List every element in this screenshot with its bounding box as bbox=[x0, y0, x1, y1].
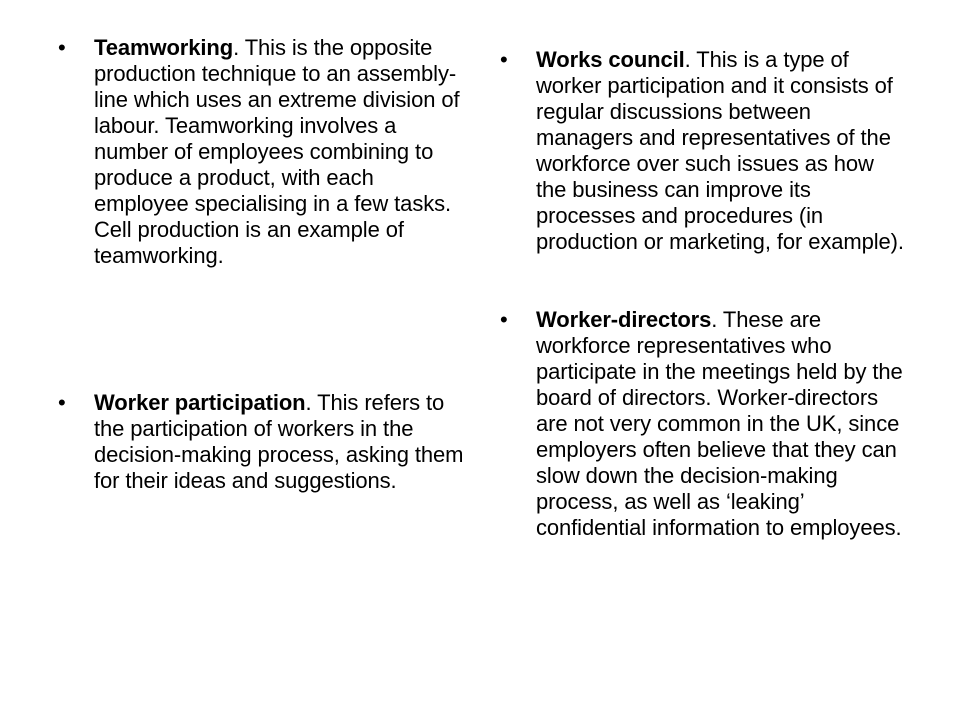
bullet-text bbox=[536, 307, 910, 541]
bullet-icon: • bbox=[500, 47, 508, 72]
bullet-item-worker-participation bbox=[58, 390, 468, 494]
bullet-term: Worker participation bbox=[94, 390, 306, 415]
bullet-term: Worker-directors bbox=[536, 307, 712, 332]
bullet-icon: • bbox=[58, 35, 66, 60]
bullet-description: . This is a type of worker participation and it consists of regular discussions between managers and representatives of the workforce over such issues as how the business can improve its processes and procedures (in production or marketing, for example). bbox=[536, 47, 904, 254]
bullet-item-worker-directors bbox=[500, 307, 910, 541]
bullet-description: . This refers to the participation of workers in the decision-making process, asking them for their ideas and suggestions. bbox=[94, 390, 464, 493]
bullet-item-works-council bbox=[500, 47, 910, 255]
bullet-text bbox=[94, 35, 468, 269]
bullet-term: Teamworking bbox=[94, 35, 234, 60]
bullet-icon: • bbox=[500, 307, 508, 332]
bullet-description: . These are workforce representatives who participate in the meetings held by the board of directors. Worker-directors are not very common in the UK, since employers often believe that they can slow down the decision-making process, as well as ‘leaking’ confidential information to employees. bbox=[536, 307, 903, 540]
bullet-term: Works council bbox=[536, 47, 685, 72]
bullet-item-teamworking bbox=[58, 35, 468, 269]
bullet-icon: • bbox=[58, 390, 66, 415]
bullet-text bbox=[94, 390, 468, 494]
bullet-description: . This is the opposite production technique to an assembly-line which uses an extreme division of labour. Teamworking involves a number of employees combining to produce a product, with each employee specialising in a few tasks. Cell production is an example of teamworking. bbox=[94, 35, 460, 268]
bullet-text bbox=[536, 47, 910, 255]
